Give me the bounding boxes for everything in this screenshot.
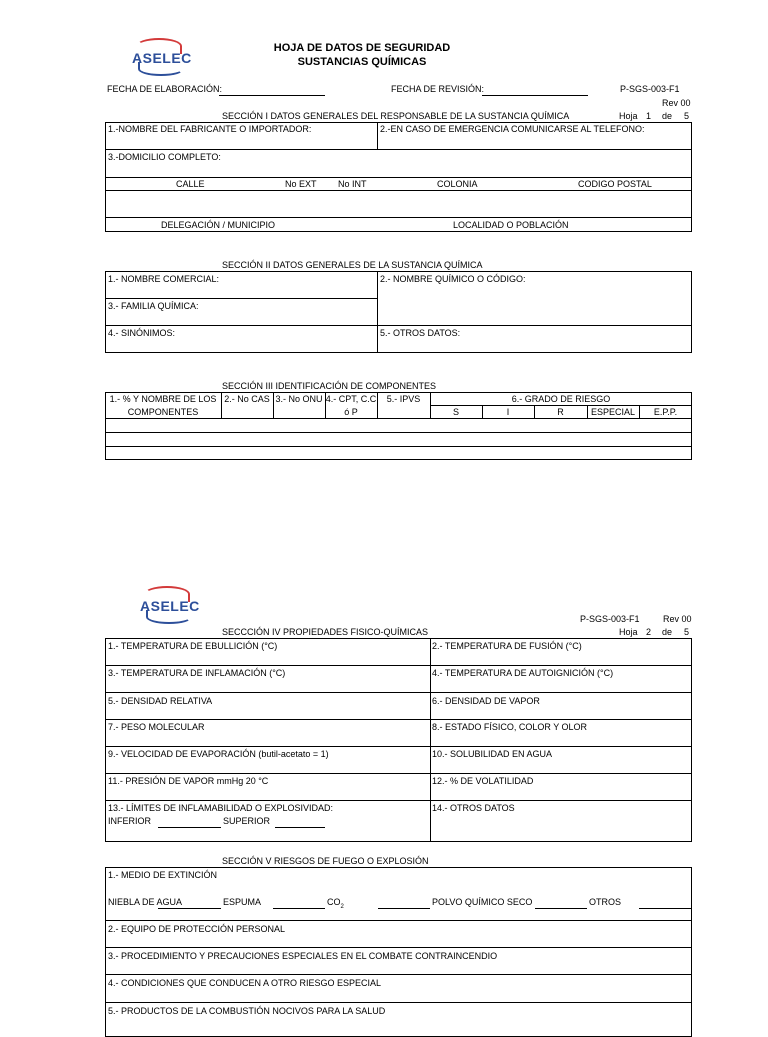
revision-number: Rev 00 — [662, 98, 691, 108]
temp-autoignicion-field[interactable]: 4.- TEMPERATURA DE AUTOIGNICIÓN (°C) — [432, 668, 614, 678]
col-i: I — [506, 407, 510, 417]
densidad-vapor-field[interactable]: 6.- DENSIDAD DE VAPOR — [432, 696, 540, 706]
inferior-field[interactable] — [158, 827, 221, 828]
fecha-revision-label: FECHA DE REVISIÓN: — [391, 84, 485, 94]
polvo-quimico-label: POLVO QUÍMICO SECO — [432, 897, 533, 907]
equipo-proteccion-field[interactable]: 2.- EQUIPO DE PROTECCIÓN PERSONAL — [108, 924, 286, 934]
velocidad-evaporacion-field[interactable]: 9.- VELOCIDAD DE EVAPORACIÓN (butil-acetato = 1) — [108, 749, 329, 759]
co2-text: CO — [327, 897, 341, 907]
solubilidad-agua-field[interactable]: 10.- SOLUBILIDAD EN AGUA — [432, 749, 553, 759]
de-label-page2: de — [662, 627, 673, 637]
espuma-label: ESPUMA — [223, 897, 262, 907]
productos-combustion-field[interactable]: 5.- PRODUCTOS DE LA COMBUSTIÓN NOCIVOS PARA LA SALUD — [108, 1006, 386, 1016]
espuma-field[interactable] — [273, 908, 325, 909]
company-logo — [128, 36, 190, 80]
otros-label: OTROS — [589, 897, 622, 907]
condiciones-riesgo-field[interactable]: 4.- CONDICIONES QUE CONDUCEN A OTRO RIESGO ESPECIAL — [108, 978, 382, 988]
hoja-label-page2: Hoja — [619, 627, 638, 637]
sinonimos-field[interactable]: 4.- SINÓNIMOS: — [108, 328, 176, 338]
section-4-title: SECCCIÓN IV PROPIEDADES FISICO-QUÍMICAS — [222, 627, 429, 637]
fabricante-field[interactable]: 1.-NOMBRE DEL FABRICANTE O IMPORTADOR: — [108, 124, 312, 134]
document-code: P-SGS-003-F1 — [620, 84, 680, 94]
co2-subscript: 2 — [340, 903, 344, 910]
section-5-title: SECCIÓN V RIESGOS DE FUEGO O EXPLOSIÓN — [222, 856, 429, 866]
col-no-onu: 3.- No ONU — [275, 394, 323, 404]
presion-vapor-field[interactable]: 11.- PRESIÓN DE VAPOR mmHg 20 °C — [108, 776, 269, 786]
col-cpt: 4.- CPT, C.C — [325, 394, 377, 404]
limites-inflamabilidad-label: 13.- LÍMITES DE INFLAMABILIDAD O EXPLOSIVIDAD: — [108, 803, 334, 813]
temp-ebullicion-field[interactable]: 1.- TEMPERATURA DE EBULLICIÓN (°C) — [108, 641, 278, 651]
colonia-label: COLONIA — [437, 179, 478, 189]
no-int-label: No INT — [338, 179, 367, 189]
localidad-label: LOCALIDAD O POBLACIÓN — [453, 220, 569, 230]
telefono-emergencia-field[interactable]: 2.-EN CASO DE EMERGENCIA COMUNICARSE AL TELEFONO: — [380, 124, 645, 134]
delegacion-label: DELEGACIÓN / MUNICIPIO — [161, 220, 276, 230]
fecha-elaboracion-label: FECHA DE ELABORACIÓN: — [107, 84, 223, 94]
revision-number-page2: Rev 00 — [663, 614, 692, 624]
otros-datos-page2-field[interactable]: 14.- OTROS DATOS — [432, 803, 515, 813]
densidad-relativa-field[interactable]: 5.- DENSIDAD RELATIVA — [108, 696, 213, 706]
col-ipvs: 5.- IPVS — [386, 394, 421, 404]
document-code-page2: P-SGS-003-F1 — [580, 614, 640, 624]
nombre-comercial-field[interactable]: 1.- NOMBRE COMERCIAL: — [108, 274, 220, 284]
peso-molecular-field[interactable]: 7.- PESO MOLECULAR — [108, 722, 205, 732]
superior-label: SUPERIOR — [223, 816, 271, 826]
procedimiento-contraincendio-field[interactable]: 3.- PROCEDIMIENTO Y PRECAUCIONES ESPECIALES EN EL COMBATE CONTRAINCENDIO — [108, 951, 498, 961]
temp-fusion-field[interactable]: 2.- TEMPERATURA DE FUSIÓN (°C) — [432, 641, 582, 651]
hoja-label: Hoja — [619, 111, 638, 121]
fecha-revision-field[interactable] — [482, 95, 588, 96]
col-epp: E.P.P. — [653, 407, 678, 417]
col-cpt-2: ó P — [344, 407, 358, 417]
col-s: S — [452, 407, 459, 417]
de-label: de — [662, 111, 673, 121]
co2-field[interactable] — [378, 908, 430, 909]
estado-fisico-field[interactable]: 8.- ESTADO FÍSICO, COLOR Y OLOR — [432, 722, 588, 732]
medio-extincion-label: 1.- MEDIO DE EXTINCIÓN — [108, 870, 218, 880]
fecha-elaboracion-field[interactable] — [219, 95, 325, 96]
niebla-agua-label: NIEBLA DE AGUA — [108, 897, 183, 907]
page-subtitle: SUSTANCIAS QUÍMICAS — [297, 56, 427, 68]
niebla-agua-field[interactable] — [158, 908, 221, 909]
volatilidad-field[interactable]: 12.- % DE VOLATILIDAD — [432, 776, 534, 786]
company-logo-page2 — [136, 584, 198, 628]
section-3-title: SECCIÓN III IDENTIFICACIÓN DE COMPONENTES — [222, 381, 437, 391]
domicilio-field[interactable]: 3.-DOMICILIO COMPLETO: — [108, 152, 221, 162]
calle-label: CALLE — [176, 179, 205, 189]
col-no-cas: 2.- No CAS — [224, 394, 270, 404]
hoja-number-page2: 2 — [646, 627, 652, 637]
section-2-title: SECCIÓN II DATOS GENERALES DE LA SUSTANCIA QUÍMICA — [222, 260, 483, 270]
hoja-total-page2: 5 — [684, 627, 690, 637]
superior-field[interactable] — [275, 827, 325, 828]
temp-inflamacion-field[interactable]: 3.- TEMPERATURA DE INFLAMACIÓN (°C) — [108, 668, 286, 678]
no-ext-label: No EXT — [285, 179, 317, 189]
col-especial: ESPECIAL — [590, 407, 636, 417]
polvo-quimico-field[interactable] — [535, 908, 587, 909]
col-componentes: 1.- % Y NOMBRE DE LOS — [109, 394, 217, 404]
co2-label — [327, 897, 344, 913]
col-componentes-2: COMPONENTES — [127, 407, 199, 417]
logo-text: ASELEC — [132, 50, 192, 66]
logo-text-page2: ASELEC — [140, 598, 200, 614]
familia-quimica-field[interactable]: 3.- FAMILIA QUÍMICA: — [108, 301, 199, 311]
col-grado-riesgo: 6.- GRADO DE RIESGO — [511, 394, 611, 404]
hoja-total: 5 — [684, 111, 690, 121]
section-1-title: SECCIÓN I DATOS GENERALES DEL RESPONSABLE DE LA SUSTANCIA QUÍMICA — [222, 111, 570, 121]
hoja-number: 1 — [646, 111, 652, 121]
page-title: HOJA DE DATOS DE SEGURIDAD — [273, 42, 451, 54]
codigo-postal-label: CODIGO POSTAL — [578, 179, 652, 189]
nombre-quimico-field[interactable]: 2.- NOMBRE QUÍMICO O CÓDIGO: — [380, 274, 526, 284]
inferior-label: INFERIOR — [108, 816, 152, 826]
otros-field[interactable] — [639, 908, 691, 909]
otros-datos-field[interactable]: 5.- OTROS DATOS: — [380, 328, 461, 338]
col-r: R — [557, 407, 564, 417]
